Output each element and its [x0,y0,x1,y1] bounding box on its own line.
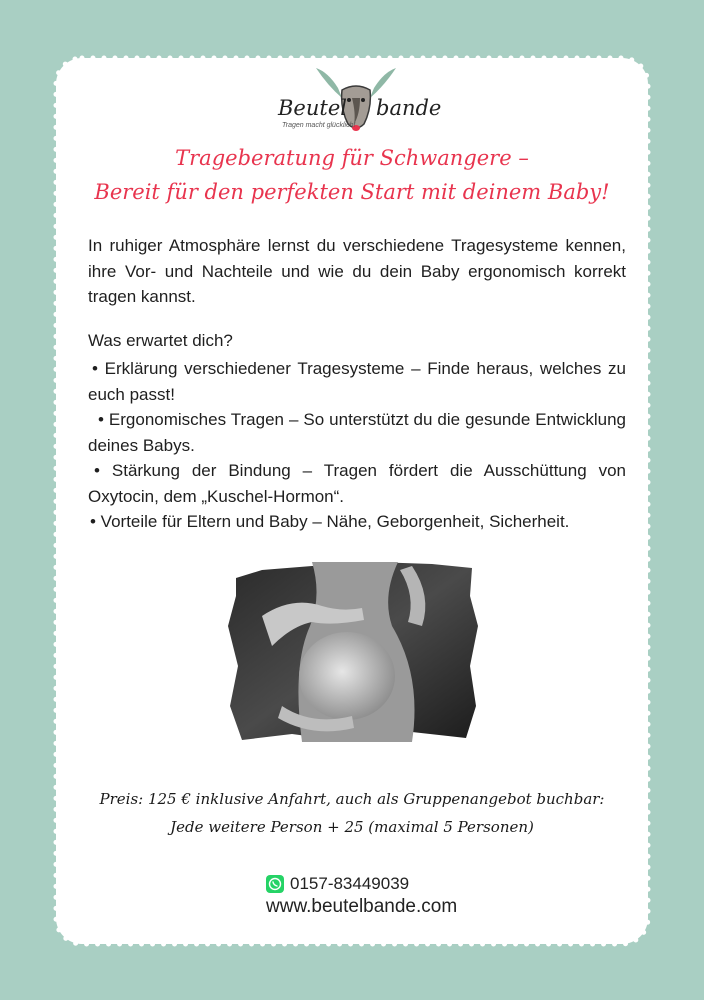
whatsapp-icon [266,875,284,893]
headline-line-1: Trageberatung für Schwangere – [175,146,529,170]
website-link[interactable]: www.beutelbande.com [266,896,458,917]
headline-line-2: Bereit für den perfekten Start mit deinem Baby! [94,180,610,204]
price-line: Preis: 125 € inklusive Anfahrt, auch als Gruppenangebot buchbar: [99,790,605,808]
list-item: • Erklärung verschiedener Tragesysteme – Finde heraus, welches zu euch passt! [88,359,626,404]
phone-contact[interactable] [266,874,409,894]
expectations-list [88,356,626,535]
pregnancy-photo [222,556,484,746]
brand-tagline: Tragen macht glücklich! [282,122,356,129]
expectations-heading: Was erwartet dich? [88,331,233,350]
brand-logo [276,68,442,138]
brand-name-left: Beutel [278,96,347,120]
list-item: • Vorteile für Eltern und Baby – Nähe, Geborgenheit, Sicherheit. [90,512,570,531]
list-item: • Ergonomisches Tragen – So unterstützt du die gesunde Entwicklung deines Babys. [88,410,626,455]
phone-number[interactable]: 0157-83449039 [290,874,410,893]
intro-paragraph: In ruhiger Atmosphäre lernst du verschiedene Tragesysteme kennen, ihre Vor- und Nachteile und wie du dein Baby ergonomisch korrekt tragen kannst. [88,236,626,306]
price-additional-person: Jede weitere Person + 25 (maximal 5 Personen) [170,818,534,836]
list-item: • Stärkung der Bindung – Tragen fördert die Ausschüttung von Oxytocin, dem „Kuschel-Hormon“. [88,461,626,506]
brand-name-right: bande [376,96,442,120]
